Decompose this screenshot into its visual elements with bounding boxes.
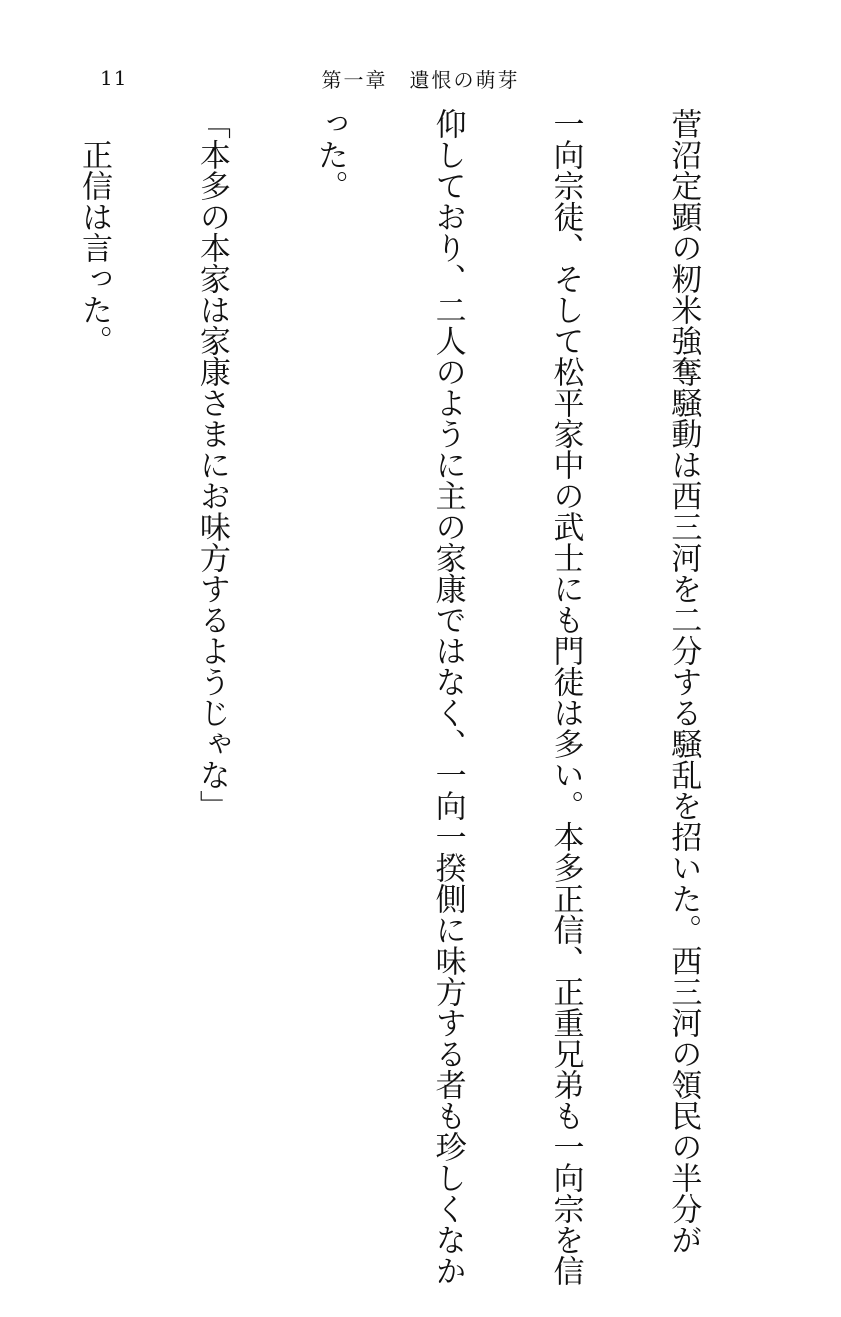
text-line: 菅沼定顕の籾米強奪騒動は西三河を二分する騒乱を招いた。西三河の領民の半分が <box>665 108 702 1255</box>
text-line: 一向宗徒、そして松平家中の武士にも門徒は多い。本多正信、正重兄弟も一向宗を信 <box>547 108 584 1286</box>
running-head: 第一章 遺恨の萌芽 <box>321 68 520 92</box>
body-text <box>75 108 781 1286</box>
text-line: 正信は言った。 <box>75 108 112 356</box>
text-line: 仰しており、二人のように主の家康ではなく、一向一揆側に味方する者も珍しくなか <box>429 108 466 1286</box>
text-line: 「本多の本家は家康さまにお味方するようじゃな」 <box>193 108 230 821</box>
page-number: 11 <box>100 66 128 90</box>
text-line: った。 <box>311 108 348 201</box>
